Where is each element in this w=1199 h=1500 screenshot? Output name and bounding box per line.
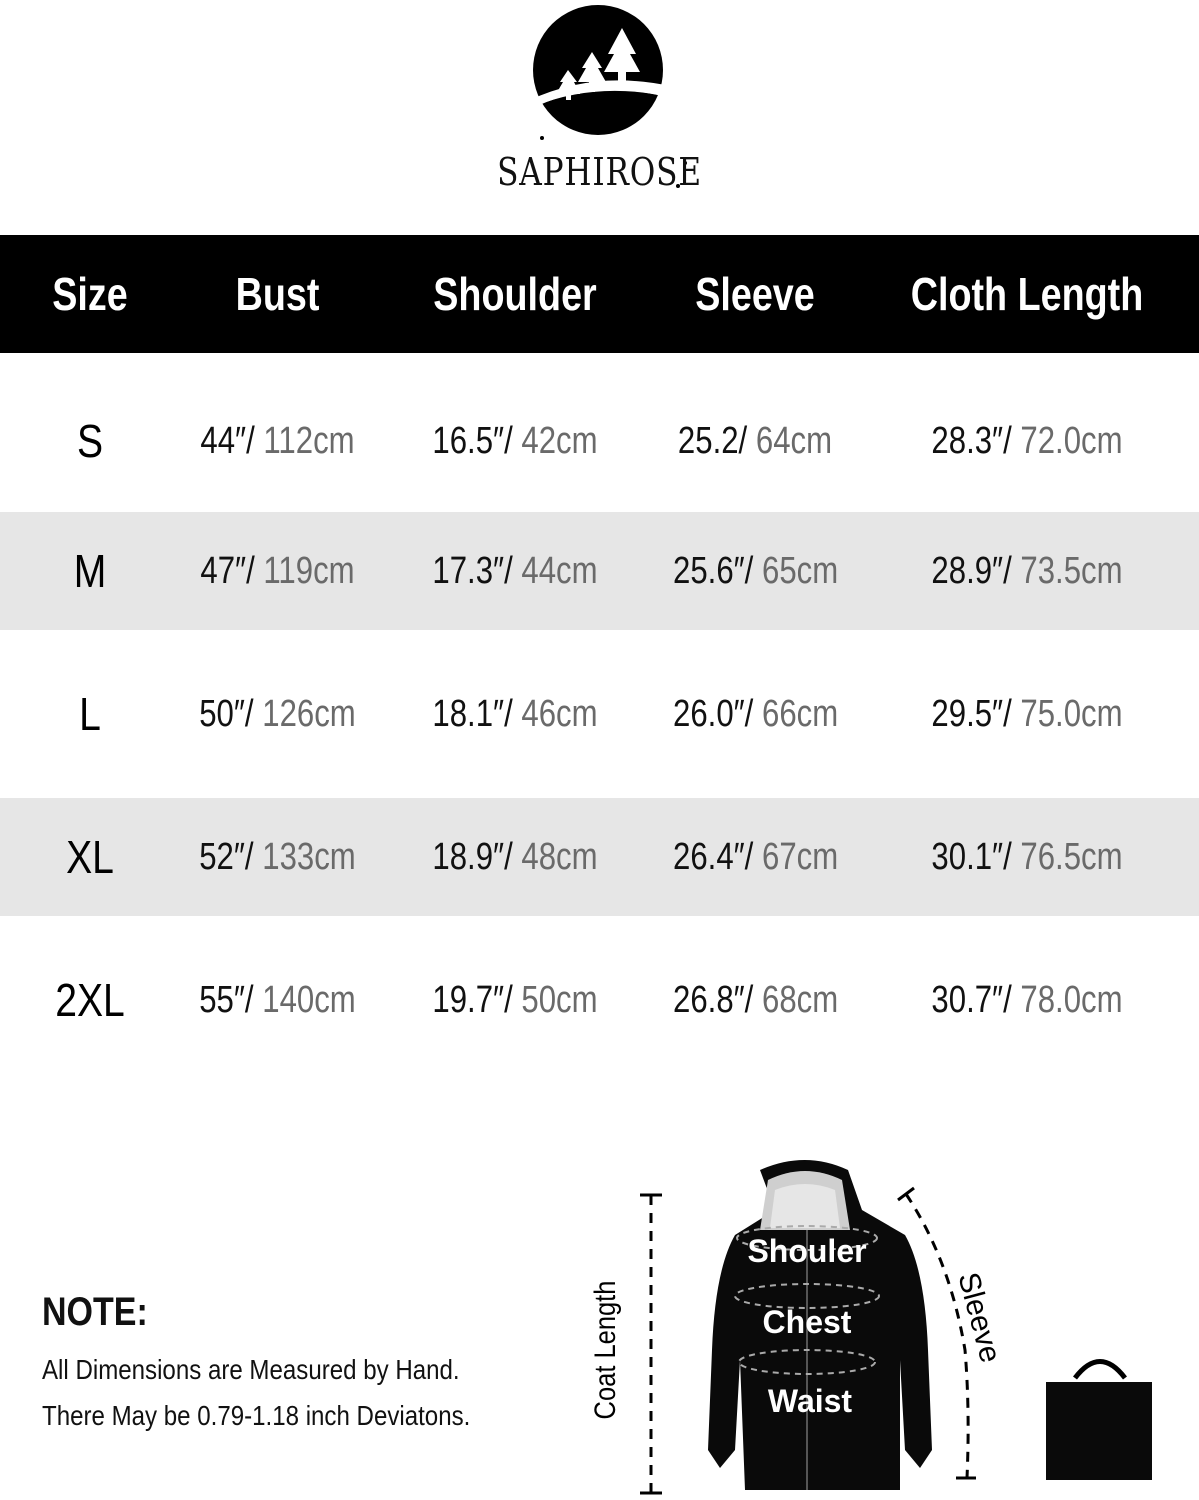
shoulder-cell: 16.5″/ 42cm	[432, 419, 598, 462]
header-shoulder: Shoulder	[433, 268, 597, 320]
length-cell: 28.9″/ 73.5cm	[931, 549, 1123, 592]
shoulder-cell: 18.9″/ 48cm	[432, 835, 598, 878]
waist-label: Waist	[767, 1383, 853, 1419]
sleeve-label: Sleeve	[951, 1268, 1007, 1367]
size-cell: M	[73, 545, 107, 597]
table-row	[0, 916, 1199, 1084]
table-row	[0, 798, 1199, 916]
sleeve-cell: 26.0″/ 66cm	[673, 692, 839, 735]
size-cell: XL	[66, 831, 114, 883]
storage-bag-illustration	[1046, 1362, 1152, 1481]
bust-cell: 50″/ 126cm	[199, 692, 356, 735]
note-line-2: There May be 0.79-1.18 inch Deviatons.	[42, 1400, 471, 1431]
sleeve-cell: 25.6″/ 65cm	[673, 549, 839, 592]
shoulder-cell: 19.7″/ 50cm	[432, 978, 598, 1021]
bust-cell: 47″/ 119cm	[200, 549, 355, 592]
shoulder-label: Shouler	[747, 1233, 867, 1269]
brand-name: SAPHIROSE	[497, 150, 702, 194]
table-header	[0, 235, 1199, 353]
note-title: NOTE:	[42, 1290, 148, 1334]
shoulder-cell: 18.1″/ 46cm	[432, 692, 598, 735]
jacket-measurement-diagram	[570, 1150, 1199, 1500]
size-cell: 2XL	[55, 974, 125, 1026]
table-row	[0, 630, 1199, 798]
size-chart-table	[0, 235, 1199, 1084]
shoulder-cell: 17.3″/ 44cm	[432, 549, 598, 592]
header-bust: Bust	[235, 268, 320, 320]
bust-cell: 44″/ 112cm	[200, 419, 355, 462]
length-cell: 29.5″/ 75.0cm	[931, 692, 1123, 735]
bust-cell: 52″/ 133cm	[199, 835, 356, 878]
header-cloth-length: Cloth Length	[910, 268, 1144, 320]
size-cell: L	[79, 688, 101, 740]
note-line-1: All Dimensions are Measured by Hand.	[42, 1354, 460, 1385]
chest-label: Chest	[762, 1304, 852, 1340]
sleeve-cell: 26.8″/ 68cm	[673, 978, 839, 1021]
length-cell: 30.1″/ 76.5cm	[931, 835, 1123, 878]
table-row	[0, 370, 1199, 512]
sleeve-cell: 26.4″/ 67cm	[673, 835, 839, 878]
header-sleeve: Sleeve	[695, 268, 815, 320]
coat-length-ruler	[640, 1195, 662, 1493]
header-size: Size	[52, 268, 128, 320]
size-cell: S	[76, 415, 104, 467]
length-cell: 30.7″/ 78.0cm	[931, 978, 1123, 1021]
bust-cell: 55″/ 140cm	[199, 978, 356, 1021]
length-cell: 28.3″/ 72.0cm	[931, 419, 1123, 462]
coat-length-label: Coat Length	[588, 1280, 622, 1420]
sleeve-cell: 25.2/ 64cm	[677, 419, 833, 462]
table-row	[0, 512, 1199, 630]
